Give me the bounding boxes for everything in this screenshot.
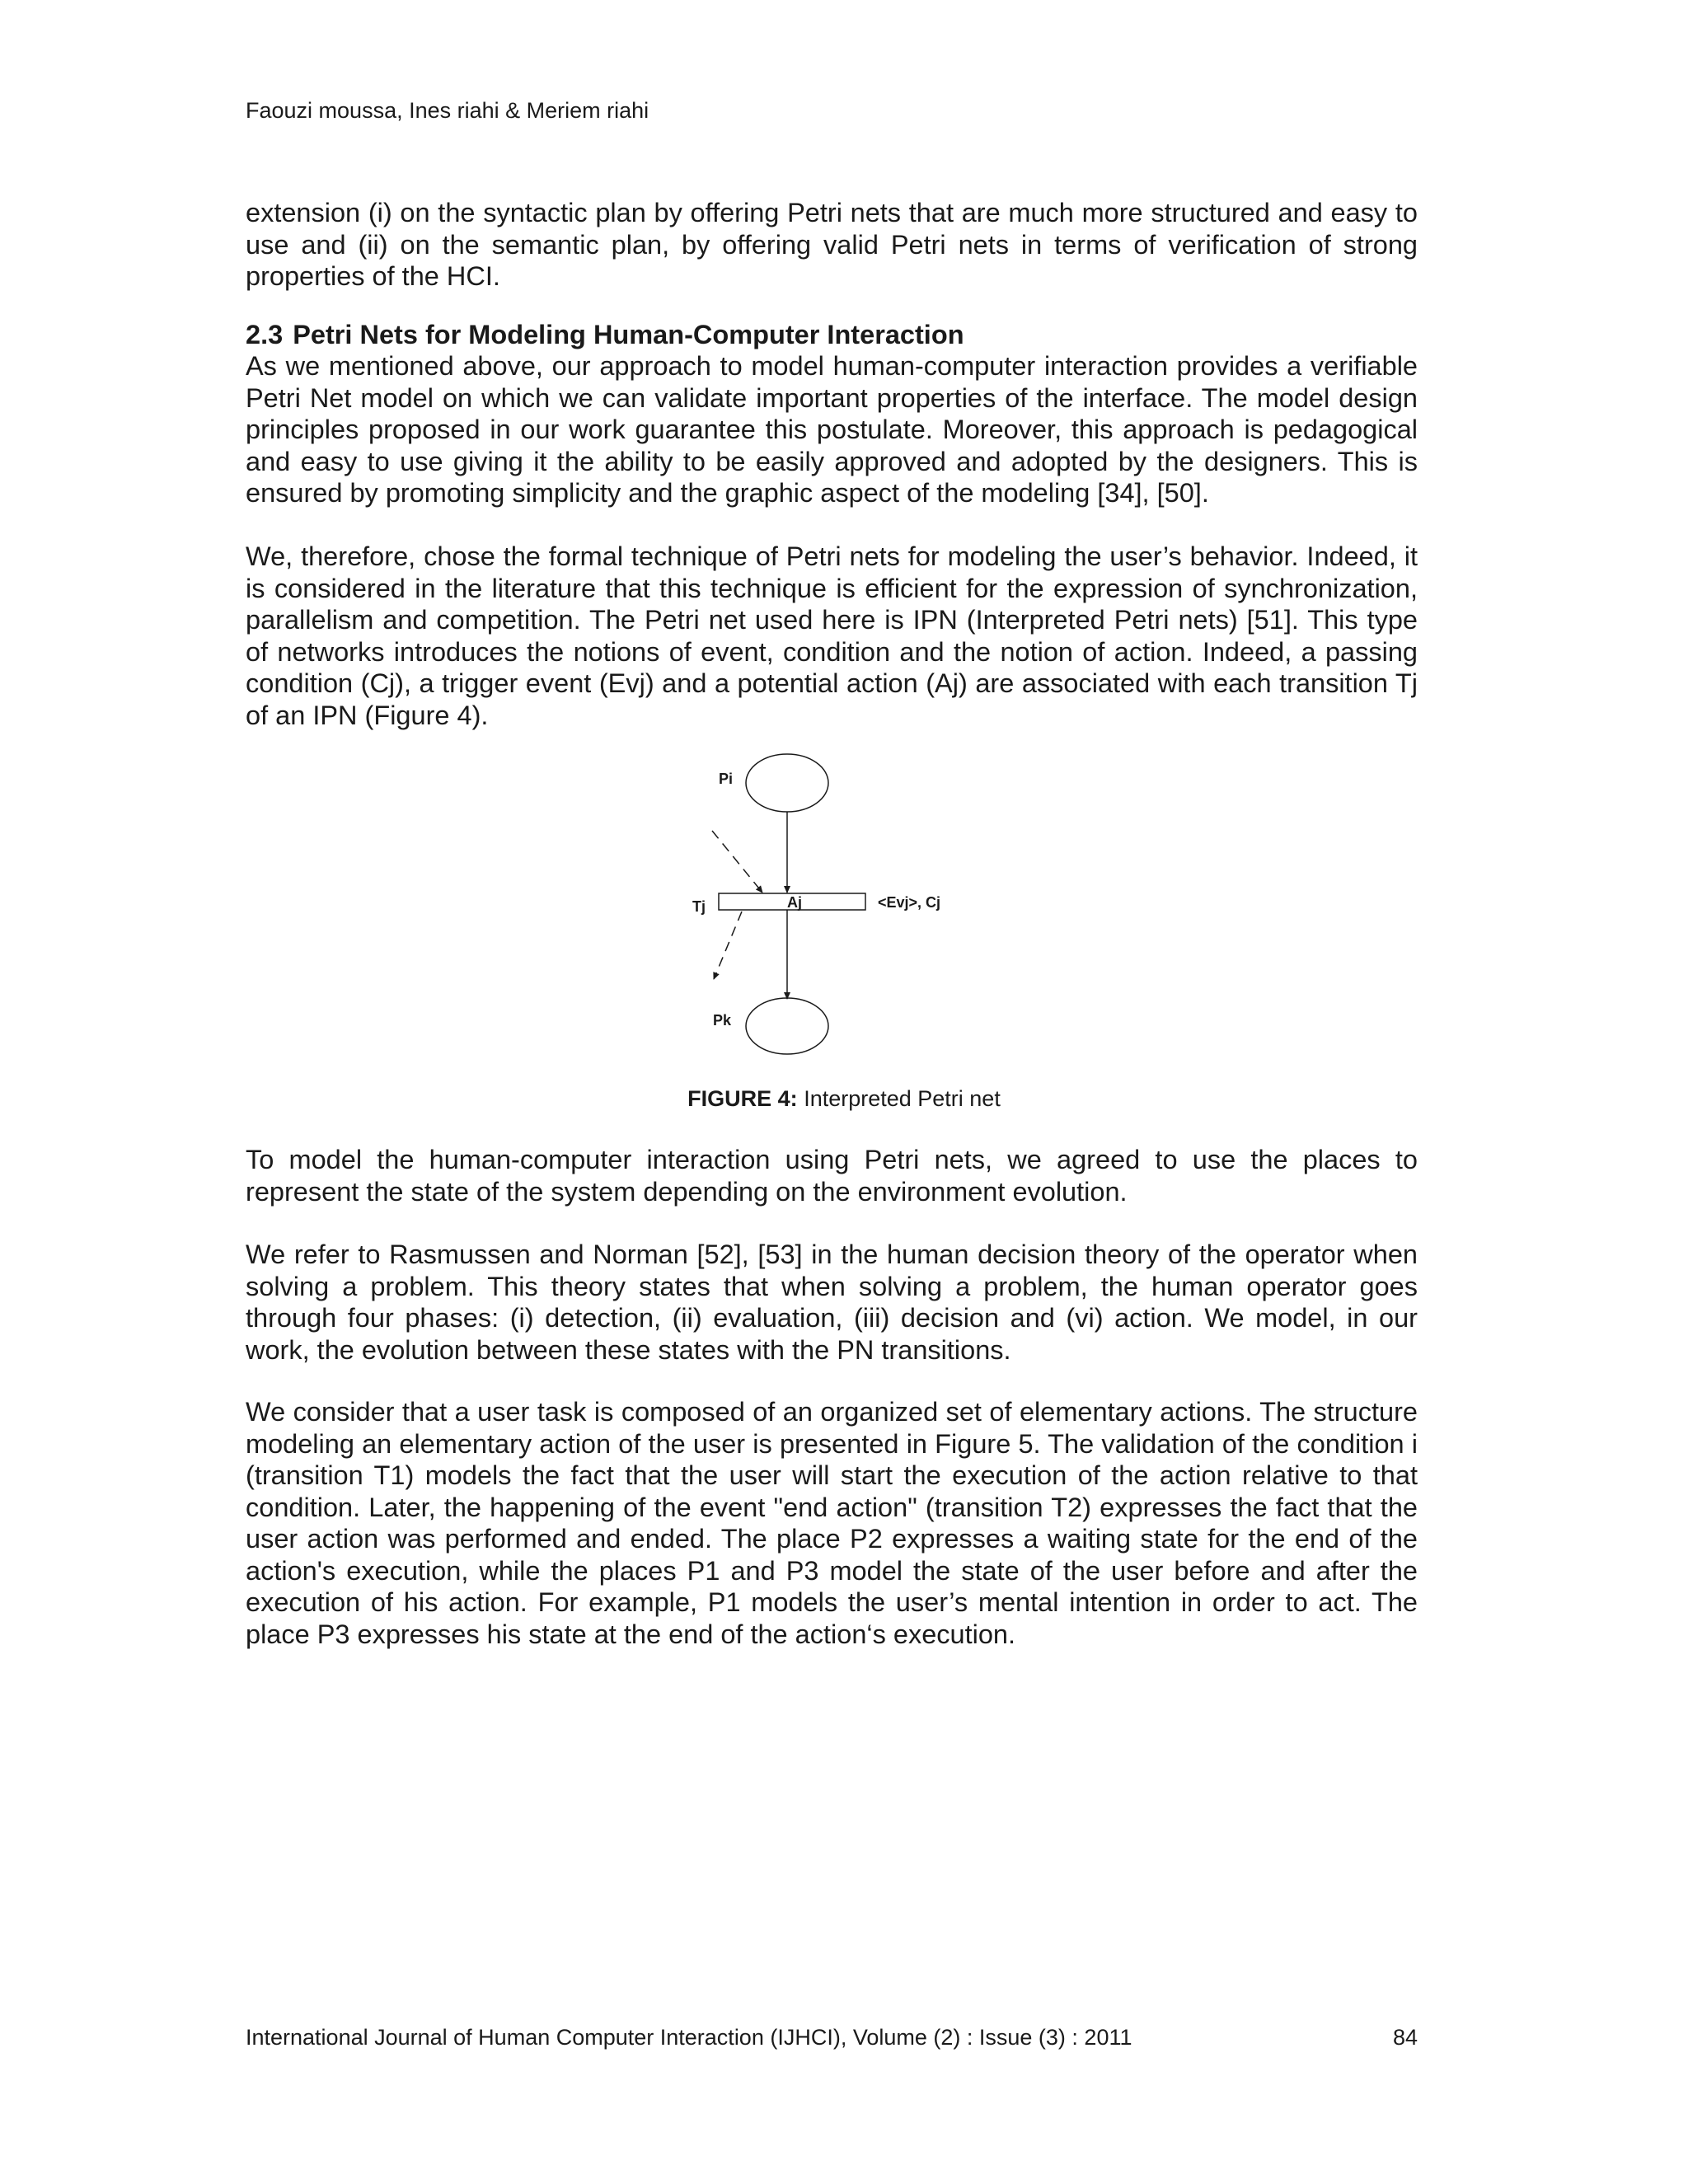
- paragraph-intro: extension (i) on the syntactic plan by offering Petri nets that are much more structured and easy to use and (ii) on the semantic plan, by offering valid Petri nets in terms of verification of strong properties of the HCI.: [246, 198, 1418, 291]
- label-pk: Pk: [713, 1012, 732, 1029]
- page-number: 84: [1392, 2025, 1418, 2050]
- action-arc-out: [714, 912, 742, 979]
- caption-text: Interpreted Petri net: [804, 1086, 1001, 1111]
- place-pk: [746, 998, 828, 1054]
- label-tj: Tj: [692, 898, 706, 915]
- label-evj-cj: <Evj>, Cj: [878, 894, 941, 911]
- figure-4-petri-net: [676, 742, 1006, 1071]
- figure-4-caption: [0, 1085, 1688, 1112]
- running-header-authors: Faouzi moussa, Ines riahi & Meriem riahi: [246, 98, 649, 123]
- caption-label: FIGURE 4:: [687, 1086, 798, 1111]
- section-title: Petri Nets for Modeling Human-Computer Interaction: [293, 320, 964, 349]
- label-pi: Pi: [719, 771, 734, 787]
- event-arc-in: [712, 831, 762, 893]
- place-pi: [746, 754, 828, 812]
- section-number: 2.3: [246, 320, 284, 349]
- paragraph-2: We, therefore, chose the formal technique of Petri nets for modeling the user’s behavior. Indeed, it is considered in the literature that this technique is efficient for the expression of synchronization, parallelism and competition. The Petri net used here is IPN (Interpreted Petri nets) [51]. This type of networks introduces the notions of event, condition and the notion of action. Indeed, a passing condition (Cj), a trigger event (Evj) and a potential action (Aj) are associated with each transition Tj of an IPN (Figure 4).: [246, 541, 1418, 730]
- paragraph-5: We consider that a user task is composed of an organized set of elementary actions. The structure modeling an elementary action of the user is presented in Figure 5. The validation of the condition i (transition T1) models the fact that the user will start the execution of the action relative to that condition. Later, the happening of the event "end action" (transition T2) expresses the fact that the user action was performed and ended. The place P2 expresses a waiting state for the end of the action's execution, while the places P1 and P3 model the state of the user before and after the execution of his action. For example, P1 models the user’s mental intention in order to act. The place P3 expresses his state at the end of the action‘s execution.: [246, 1397, 1418, 1649]
- paragraph-1: As we mentioned above, our approach to model human-computer interaction provides a verifiable Petri Net model on which we can validate important properties of the interface. The model design principles proposed in our work guarantee this postulate. Moreover, this approach is pedagogical and easy to use giving it the ability to be easily approved and adopted by the designers. This is ensured by promoting simplicity and the graphic aspect of the modeling [34], [50].: [246, 351, 1418, 508]
- label-aj: Aj: [787, 894, 802, 911]
- footer-journal: International Journal of Human Computer Interaction (IJHCI), Volume (2) : Issue (3) : 2011: [246, 2025, 1132, 2050]
- section-heading: [246, 319, 964, 351]
- paragraph-3: To model the human-computer interaction using Petri nets, we agreed to use the places to represent the state of the system depending on the environment evolution.: [246, 1145, 1418, 1207]
- paragraph-4: We refer to Rasmussen and Norman [52], [53] in the human decision theory of the operator when solving a problem. This theory states that when solving a problem, the human operator goes through four phases: (i) detection, (ii) evaluation, (iii) decision and (vi) action. We model, in our work, the evolution between these states with the PN transitions.: [246, 1240, 1418, 1365]
